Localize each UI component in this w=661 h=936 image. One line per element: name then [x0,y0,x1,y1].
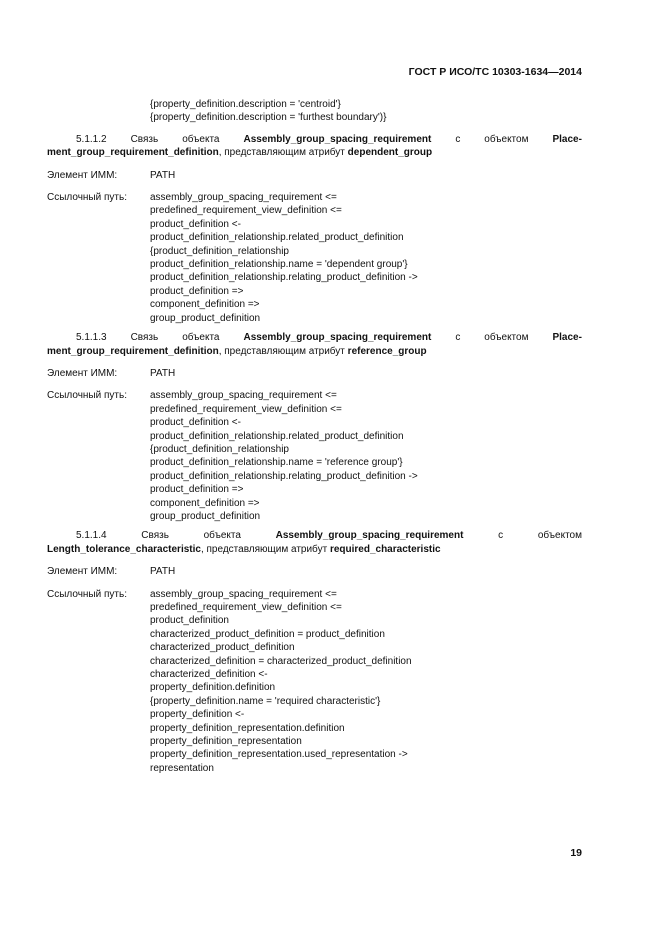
path-line: predefined_requirement_view_definition <= [150,602,342,613]
object-name: Assembly_group_spacing_requirement [275,530,464,542]
heading-word: объекта [182,133,220,145]
imm-label: Элемент ИММ: [47,566,118,578]
page-number: 19 [570,847,582,859]
heading-word: объекта [182,332,220,344]
path-line: product_definition => [150,285,244,297]
section-number: 5.1.1.3 [76,332,107,344]
path-line: predefined_requirement_view_definition <= [150,205,342,217]
attribute-name: reference_group [347,345,427,357]
heading-word: Связь [141,530,169,542]
path-lines [150,191,418,325]
path-lines [150,588,412,776]
path-line: property_definition <- [150,709,245,721]
section-number: 5.1.1.4 [76,530,107,542]
path-line: characterized_definition <- [150,669,268,681]
section-heading [47,529,582,556]
path-line: product_definition <- [150,218,241,230]
path-line: component_definition => [150,299,260,311]
intro-line: {property_definition.description = 'centroid'} [150,99,341,110]
path-line: assembly_group_spacing_requirement <= [150,192,337,204]
attribute-name: required_characteristic [329,543,441,555]
target-object: ment_group_requirement_definition [47,147,219,159]
imm-element-row [47,367,582,380]
heading-word: Связь [130,133,159,145]
path-line: product_definition_relationship.relating_product_definition -> [150,470,418,482]
path-line: characterized_product_definition = product_definition [150,628,385,640]
imm-element-row [47,169,582,182]
target-object: ment_group_requirement_definition [47,345,219,357]
path-line: property_definition.definition [150,682,276,694]
path-line: characterized_definition = characterized_product_definition [150,655,412,667]
heading-word: с [498,530,504,542]
path-line: {product_definition_relationship [150,443,289,455]
path-lines [150,389,418,523]
heading-word: объекта [203,530,241,542]
heading-word: объектом [484,332,529,344]
section-heading [47,133,582,160]
path-label: Ссылочный путь: [47,588,127,600]
heading-text: , представляющим атрибут [218,147,348,159]
path-line: {property_definition.name = 'required characteristic'} [150,695,381,707]
path-line: assembly_group_spacing_requirement <= [150,588,337,600]
imm-value: PATH [150,367,176,379]
path-line: assembly_group_spacing_requirement <= [150,390,337,402]
heading-word: объектом [537,530,582,542]
path-line: product_definition_relationship.related_product_definition [150,232,404,244]
reference-path-row [47,588,582,776]
path-line: characterized_product_definition [150,642,295,654]
document-body [47,98,582,775]
path-line: product_definition => [150,484,244,496]
heading-word: объектом [484,133,529,145]
path-line: group_product_definition [150,510,261,522]
path-line: property_definition_representation.used_representation -> [150,749,408,761]
imm-value: PATH [150,566,176,578]
target-object-start: Place- [552,332,582,344]
path-line: product_definition_relationship.name = 'dependent group'} [150,259,408,271]
heading-text: , представляющим атрибут [218,345,348,357]
heading-text: , представляющим атрибут [200,543,330,555]
heading-word: с [455,133,461,145]
document-header: ГОСТ Р ИСО/ТС 10303-1634—2014 [408,66,582,78]
path-line: group_product_definition [150,312,261,324]
path-line: {product_definition_relationship [150,245,289,257]
path-line: predefined_requirement_view_definition <= [150,403,342,415]
heading-word: с [455,332,461,344]
section-number: 5.1.1.2 [76,133,107,145]
path-line: product_definition_relationship.name = 'reference group'} [150,457,403,469]
path-line: product_definition_relationship.related_product_definition [150,430,404,442]
target-object: Length_tolerance_characteristic [47,543,201,555]
imm-label: Элемент ИММ: [47,367,118,379]
path-line: product_definition <- [150,417,241,429]
imm-label: Элемент ИММ: [47,169,118,181]
path-line: representation [150,762,214,774]
reference-path-row [47,389,582,523]
path-line: property_definition_representation.definition [150,722,345,734]
heading-word: Связь [130,332,159,344]
imm-value: PATH [150,169,176,181]
path-label: Ссылочный путь: [47,390,127,402]
reference-path-row [47,191,582,325]
object-name: Assembly_group_spacing_requirement [243,133,432,145]
object-name: Assembly_group_spacing_requirement [243,332,432,344]
imm-element-row [47,565,582,578]
path-line: product_definition_relationship.relating_product_definition -> [150,272,418,284]
path-line: property_definition_representation [150,736,302,748]
section-heading [47,331,582,358]
attribute-name: dependent_group [347,147,433,159]
target-object-start: Place- [552,133,582,145]
path-line: product_definition [150,615,229,627]
intro-line: {property_definition.description = 'furthest boundary')} [150,112,387,124]
path-label: Ссылочный путь: [47,192,127,204]
path-line: component_definition => [150,497,260,509]
